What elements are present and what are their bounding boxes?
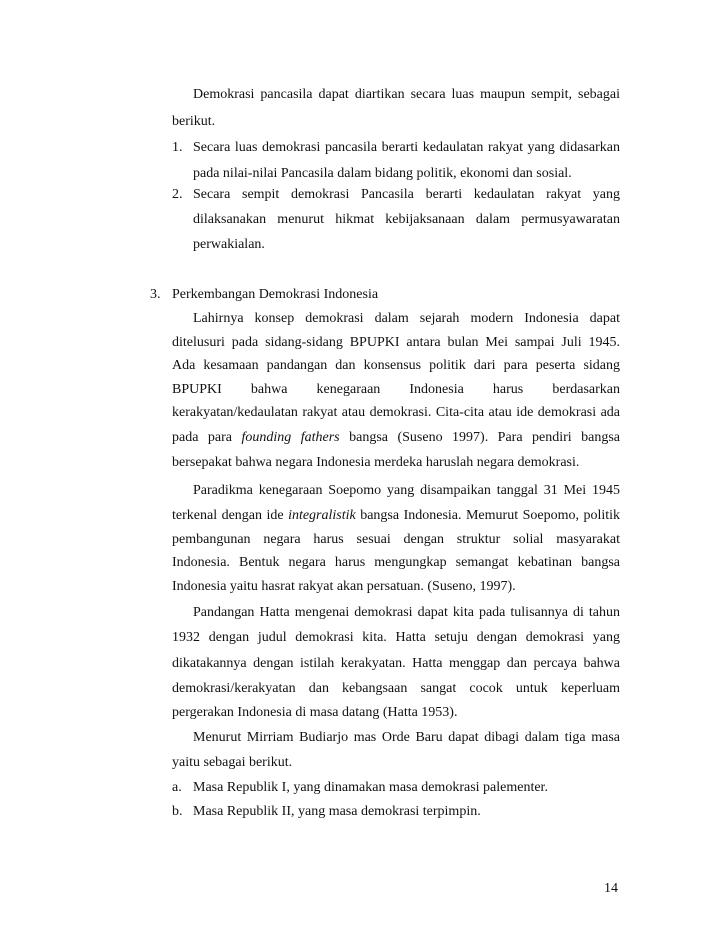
page-number: 14 <box>604 881 618 896</box>
para3-line-2: 1932 dengan judul demokrasi kita. Hatta setuju dengan demokrasi yang <box>172 630 620 645</box>
para1-line-3: Ada kesamaan pandangan dan konsensus politik dari para peserta sidang <box>172 358 620 373</box>
para3-line-1: Pandangan Hatta mengenai demokrasi dapat kita pada tulisannya di tahun <box>193 605 620 620</box>
para1-line-1: Lahirnya konsep demokrasi dalam sejarah modern Indonesia dapat <box>193 311 620 326</box>
para2-line-3: pembangunan negara harus sesuai dengan struktur solial masyarakat <box>172 532 620 547</box>
para2-line-2-c: bangsa Indonesia. Memurut Soepomo, politik <box>360 508 620 523</box>
para2-line-2-italic: integralistik <box>288 508 356 523</box>
para1-line-7: bersepakat bahwa negara Indonesia merdeka haruslah negara demokrasi. <box>172 455 580 470</box>
para2-line-2 <box>172 507 620 525</box>
intro-line-2: berikut. <box>172 114 216 129</box>
para3-line-5: pergerakan Indonesia di masa datang (Hatta 1953). <box>172 705 458 720</box>
list-item-1-line-2: pada nilai-nilai Pancasila dalam bidang politik, ekonomi dan sosial. <box>193 166 572 181</box>
para4-line-2: yaitu sebagai berikut. <box>172 755 293 770</box>
section-heading: Perkembangan Demokrasi Indonesia <box>172 287 379 302</box>
para1-line-6-italic: founding fathers <box>241 430 340 445</box>
para1-line-2: ditelusuri pada sidang-sidang BPUPKI antara bulan Mei sampai Juli 1945. <box>172 335 620 350</box>
para3-line-3: dikatakannya dengan istilah kerakyatan. Hatta menggap dan percaya bahwa <box>172 656 620 671</box>
para1-line-6-c: bangsa (Suseno 1997). Para pendiri bangsa <box>349 430 620 445</box>
list-marker-2: 2. <box>172 187 183 202</box>
list2-item-a: Masa Republik I, yang dinamakan masa demokrasi palementer. <box>193 780 548 795</box>
para2-line-4: Indonesia. Bentuk negara harus mengungkap semangat kebatinan bangsa <box>172 555 620 570</box>
section-marker: 3. <box>150 287 161 302</box>
list2-marker-a: a. <box>172 780 182 795</box>
para3-line-4: demokrasi/kerakyatan dan kebangsaan sangat cocok untuk keperluam <box>172 681 620 696</box>
list-item-2-line-1: Secara sempit demokrasi Pancasila berarti kedaulatan rakyat yang <box>193 187 620 202</box>
list2-marker-b: b. <box>172 804 183 819</box>
para2-line-2-a: terkenal dengan ide <box>172 508 284 523</box>
para1-line-6 <box>172 429 620 447</box>
para1-line-4: BPUPKI bahwa kenegaraan Indonesia harus berdasarkan <box>172 382 620 397</box>
list-marker-1: 1. <box>172 140 183 155</box>
list-item-2-line-2: dilaksanakan menurut hikmat kebijaksanaan dalam permusyawaratan <box>193 212 620 227</box>
para2-line-1: Paradikma kenegaraan Soepomo yang disampaikan tanggal 31 Mei 1945 <box>193 483 620 498</box>
para1-line-5: kerakyatan/kedaulatan rakyat atau demokrasi. Cita-cita atau ide demokrasi ada <box>172 405 620 420</box>
list2-item-b: Masa Republik II, yang masa demokrasi terpimpin. <box>193 804 481 819</box>
para2-line-5: Indonesia yaitu hasrat rakyat akan persatuan. (Suseno, 1997). <box>172 579 516 594</box>
para4-line-1: Menurut Mirriam Budiarjo mas Orde Baru dapat dibagi dalam tiga masa <box>193 730 620 745</box>
para1-line-6-a: pada para <box>172 430 232 445</box>
list-item-2-line-3: perwakialan. <box>193 237 265 252</box>
intro-line-1: Demokrasi pancasila dapat diartikan secara luas maupun sempit, sebagai <box>193 87 620 102</box>
list-item-1-line-1: Secara luas demokrasi pancasila berarti kedaulatan rakyat yang didasarkan <box>193 140 620 155</box>
